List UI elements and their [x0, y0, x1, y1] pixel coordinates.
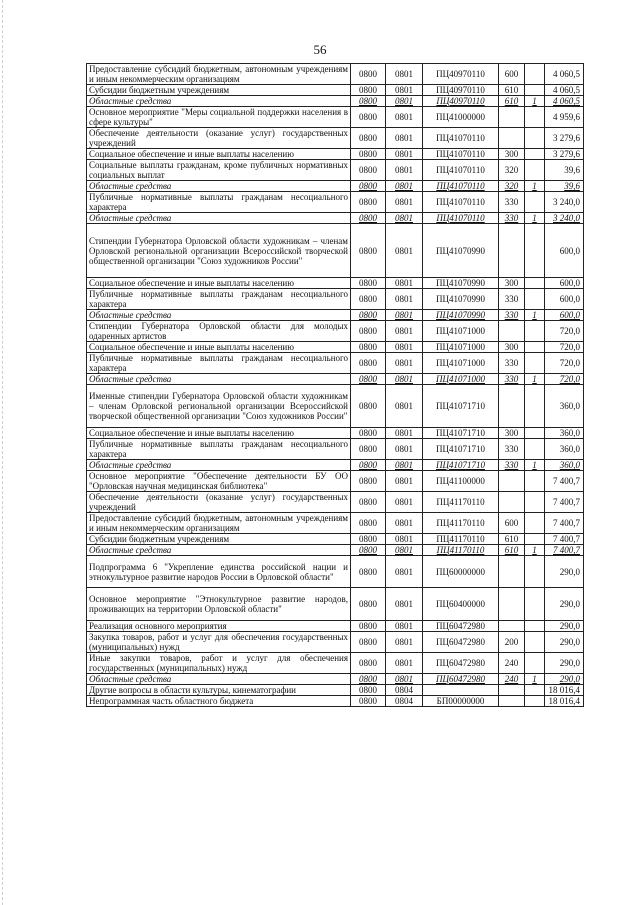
source-cell — [525, 696, 545, 707]
csr-cell: ПЦ40970110 — [423, 85, 499, 96]
csr-cell: ПЦ41071710 — [423, 428, 499, 439]
table-row — [87, 492, 584, 513]
row-name-cell: Реализация основного мероприятия — [87, 621, 351, 632]
vr-cell: 330 — [499, 460, 525, 471]
row-name-cell: Субсидии бюджетным учреждениям — [87, 534, 351, 545]
sum-cell: 7 400,7 — [545, 492, 584, 513]
sum-cell: 360,0 — [545, 428, 584, 439]
razdel-cell: 0800 — [351, 460, 386, 471]
budget-table — [86, 63, 584, 707]
vr-cell: 330 — [499, 439, 525, 460]
source-cell — [525, 64, 545, 85]
table-row — [87, 64, 584, 85]
podrazdel-cell: 0801 — [386, 439, 423, 460]
source-cell — [525, 428, 545, 439]
vr-cell — [499, 556, 525, 588]
row-name-cell: Основное мероприятие "Меры социальной поддержки населения в сфере культуры" — [87, 107, 351, 128]
table-row — [87, 107, 584, 128]
row-name-cell: Именные стипендии Губернатора Орловской области художникам – членам Орловской региональной организации Всероссийской творческой общественной организации "Союз художников России" — [87, 385, 351, 428]
razdel-cell: 0800 — [351, 621, 386, 632]
row-name-cell: Областные средства — [87, 181, 351, 192]
csr-cell: БП00000000 — [423, 696, 499, 707]
csr-cell: ПЦ60472980 — [423, 632, 499, 653]
vr-cell: 610 — [499, 545, 525, 556]
sum-cell: 290,0 — [545, 632, 584, 653]
row-name-cell: Социальные выплаты гражданам, кроме публичных нормативных социальных выплат — [87, 160, 351, 181]
table-row — [87, 674, 584, 685]
razdel-cell: 0800 — [351, 513, 386, 534]
vr-cell: 330 — [499, 374, 525, 385]
podrazdel-cell: 0801 — [386, 588, 423, 621]
csr-cell — [423, 685, 499, 696]
sum-cell: 4 060,5 — [545, 96, 584, 107]
table-row — [87, 353, 584, 374]
sum-cell: 360,0 — [545, 439, 584, 460]
csr-cell: ПЦ41071710 — [423, 385, 499, 428]
sum-cell: 18 016,4 — [545, 685, 584, 696]
sum-cell: 7 400,7 — [545, 513, 584, 534]
podrazdel-cell: 0801 — [386, 471, 423, 492]
csr-cell: ПЦ60472980 — [423, 653, 499, 674]
sum-cell: 720,0 — [545, 342, 584, 353]
source-cell — [525, 513, 545, 534]
csr-cell: ПЦ41170110 — [423, 534, 499, 545]
csr-cell: ПЦ41071710 — [423, 460, 499, 471]
csr-cell: ПЦ41070110 — [423, 192, 499, 213]
razdel-cell: 0800 — [351, 64, 386, 85]
source-cell — [525, 149, 545, 160]
table-row — [87, 149, 584, 160]
table-row — [87, 460, 584, 471]
source-cell — [525, 192, 545, 213]
row-name-cell: Областные средства — [87, 374, 351, 385]
razdel-cell: 0800 — [351, 374, 386, 385]
row-name-cell: Обеспечение деятельности (оказание услуг) государственных учреждений — [87, 128, 351, 149]
table-row — [87, 653, 584, 674]
csr-cell: ПЦ41170110 — [423, 492, 499, 513]
table-row — [87, 85, 584, 96]
source-cell — [525, 653, 545, 674]
source-cell — [525, 85, 545, 96]
csr-cell: ПЦ41071000 — [423, 374, 499, 385]
razdel-cell: 0800 — [351, 385, 386, 428]
row-name-cell: Областные средства — [87, 310, 351, 321]
razdel-cell: 0800 — [351, 588, 386, 621]
podrazdel-cell: 0801 — [386, 64, 423, 85]
razdel-cell: 0800 — [351, 556, 386, 588]
row-name-cell: Другие вопросы в области культуры, кинематографии — [87, 685, 351, 696]
sum-cell: 39,6 — [545, 181, 584, 192]
source-cell: 1 — [525, 181, 545, 192]
podrazdel-cell: 0801 — [386, 149, 423, 160]
table-row — [87, 224, 584, 278]
vr-cell: 600 — [499, 64, 525, 85]
row-name-cell: Основное мероприятие "Этнокультурное развитие народов, проживающих на территории Орловской области" — [87, 588, 351, 621]
sum-cell: 7 400,7 — [545, 545, 584, 556]
podrazdel-cell: 0801 — [386, 353, 423, 374]
table-row — [87, 213, 584, 224]
row-name-cell: Непрограммная часть областного бюджета — [87, 696, 351, 707]
table-row — [87, 696, 584, 707]
row-name-cell: Публичные нормативные выплаты гражданам несоциального характера — [87, 353, 351, 374]
source-cell — [525, 471, 545, 492]
podrazdel-cell: 0804 — [386, 685, 423, 696]
podrazdel-cell: 0801 — [386, 653, 423, 674]
csr-cell: ПЦ40970110 — [423, 64, 499, 85]
vr-cell — [499, 224, 525, 278]
podrazdel-cell: 0801 — [386, 160, 423, 181]
razdel-cell: 0800 — [351, 160, 386, 181]
sum-cell: 290,0 — [545, 556, 584, 588]
vr-cell: 610 — [499, 96, 525, 107]
sum-cell: 600,0 — [545, 278, 584, 289]
csr-cell: ПЦ41071710 — [423, 439, 499, 460]
table-row — [87, 160, 584, 181]
row-name-cell: Субсидии бюджетным учреждениям — [87, 85, 351, 96]
razdel-cell: 0800 — [351, 96, 386, 107]
podrazdel-cell: 0801 — [386, 128, 423, 149]
podrazdel-cell: 0801 — [386, 310, 423, 321]
podrazdel-cell: 0801 — [386, 213, 423, 224]
podrazdel-cell: 0801 — [386, 492, 423, 513]
vr-cell — [499, 385, 525, 428]
row-name-cell: Иные закупки товаров, работ и услуг для обеспечения государственных (муниципальных) нужд — [87, 653, 351, 674]
table-row — [87, 374, 584, 385]
sum-cell: 360,0 — [545, 460, 584, 471]
sum-cell: 600,0 — [545, 289, 584, 310]
vr-cell — [499, 321, 525, 342]
row-name-cell: Социальное обеспечение и иные выплаты населению — [87, 342, 351, 353]
razdel-cell: 0800 — [351, 278, 386, 289]
razdel-cell: 0800 — [351, 128, 386, 149]
sum-cell: 39,6 — [545, 160, 584, 181]
csr-cell: ПЦ41000000 — [423, 107, 499, 128]
csr-cell: ПЦ41070110 — [423, 128, 499, 149]
razdel-cell: 0800 — [351, 439, 386, 460]
row-name-cell: Закупка товаров, работ и услуг для обеспечения государственных (муниципальных) нужд — [87, 632, 351, 653]
table-row — [87, 428, 584, 439]
razdel-cell: 0800 — [351, 653, 386, 674]
sum-cell: 290,0 — [545, 621, 584, 632]
source-cell — [525, 321, 545, 342]
source-cell: 1 — [525, 213, 545, 224]
sum-cell: 7 400,7 — [545, 471, 584, 492]
razdel-cell: 0800 — [351, 224, 386, 278]
source-cell — [525, 534, 545, 545]
vr-cell — [499, 471, 525, 492]
table-row — [87, 513, 584, 534]
source-cell — [525, 160, 545, 181]
source-cell — [525, 107, 545, 128]
sum-cell: 7 400,7 — [545, 534, 584, 545]
podrazdel-cell: 0801 — [386, 192, 423, 213]
scan-margin-line — [2, 0, 4, 905]
table-row — [87, 439, 584, 460]
source-cell — [525, 439, 545, 460]
row-name-cell: Социальное обеспечение и иные выплаты населению — [87, 278, 351, 289]
csr-cell: ПЦ41070990 — [423, 224, 499, 278]
razdel-cell: 0800 — [351, 181, 386, 192]
vr-cell — [499, 696, 525, 707]
razdel-cell: 0800 — [351, 428, 386, 439]
vr-cell: 330 — [499, 213, 525, 224]
razdel-cell: 0800 — [351, 492, 386, 513]
podrazdel-cell: 0801 — [386, 224, 423, 278]
table-row — [87, 385, 584, 428]
table-row — [87, 342, 584, 353]
sum-cell: 4 959,6 — [545, 107, 584, 128]
razdel-cell: 0800 — [351, 342, 386, 353]
row-name-cell: Областные средства — [87, 674, 351, 685]
vr-cell: 320 — [499, 181, 525, 192]
razdel-cell: 0800 — [351, 471, 386, 492]
sum-cell: 290,0 — [545, 674, 584, 685]
vr-cell: 330 — [499, 310, 525, 321]
csr-cell: ПЦ41070110 — [423, 213, 499, 224]
page-number: 56 — [313, 42, 327, 57]
razdel-cell: 0800 — [351, 685, 386, 696]
row-name-cell: Социальное обеспечение и иные выплаты населению — [87, 428, 351, 439]
source-cell: 1 — [525, 96, 545, 107]
table-row — [87, 588, 584, 621]
podrazdel-cell: 0801 — [386, 385, 423, 428]
row-name-cell: Основное мероприятие "Обеспечение деятельности БУ ОО "Орловская научная медицинская библиотека" — [87, 471, 351, 492]
row-name-cell: Стипендии Губернатора Орловской области художникам – членам Орловской региональной организации Всероссийской творческой общественной организации "Союз художников России" — [87, 224, 351, 278]
razdel-cell: 0800 — [351, 213, 386, 224]
razdel-cell: 0800 — [351, 696, 386, 707]
podrazdel-cell: 0801 — [386, 674, 423, 685]
table-row — [87, 556, 584, 588]
row-name-cell: Областные средства — [87, 460, 351, 471]
vr-cell: 330 — [499, 192, 525, 213]
csr-cell: ПЦ41100000 — [423, 471, 499, 492]
sum-cell: 18 016,4 — [545, 696, 584, 707]
table-row — [87, 621, 584, 632]
row-name-cell: Подпрограмма 6 "Укрепление единства российской нации и этнокультурное развитие народов России в Орловской области" — [87, 556, 351, 588]
source-cell — [525, 492, 545, 513]
source-cell: 1 — [525, 310, 545, 321]
table-row — [87, 96, 584, 107]
table-row — [87, 278, 584, 289]
table-row — [87, 192, 584, 213]
razdel-cell: 0800 — [351, 321, 386, 342]
sum-cell: 3 240,0 — [545, 213, 584, 224]
row-name-cell: Предоставление субсидий бюджетным, автономным учреждениям и иным некоммерческим организациям — [87, 513, 351, 534]
razdel-cell: 0800 — [351, 534, 386, 545]
vr-cell: 300 — [499, 342, 525, 353]
razdel-cell: 0800 — [351, 107, 386, 128]
table-row — [87, 181, 584, 192]
podrazdel-cell: 0801 — [386, 96, 423, 107]
csr-cell: ПЦ41071000 — [423, 342, 499, 353]
podrazdel-cell: 0801 — [386, 321, 423, 342]
sum-cell: 290,0 — [545, 588, 584, 621]
podrazdel-cell: 0801 — [386, 513, 423, 534]
vr-cell — [499, 107, 525, 128]
podrazdel-cell: 0801 — [386, 342, 423, 353]
source-cell — [525, 224, 545, 278]
csr-cell: ПЦ41070990 — [423, 278, 499, 289]
podrazdel-cell: 0801 — [386, 621, 423, 632]
csr-cell: ПЦ60400000 — [423, 588, 499, 621]
row-name-cell: Стипендии Губернатора Орловской области для молодых одаренных артистов — [87, 321, 351, 342]
podrazdel-cell: 0801 — [386, 85, 423, 96]
vr-cell: 330 — [499, 353, 525, 374]
csr-cell: ПЦ60000000 — [423, 556, 499, 588]
table-row — [87, 321, 584, 342]
source-cell: 1 — [525, 674, 545, 685]
row-name-cell: Обеспечение деятельности (оказание услуг) государственных учреждений — [87, 492, 351, 513]
table-row — [87, 128, 584, 149]
vr-cell — [499, 621, 525, 632]
podrazdel-cell: 0801 — [386, 428, 423, 439]
csr-cell: ПЦ40970110 — [423, 96, 499, 107]
csr-cell: ПЦ60472980 — [423, 621, 499, 632]
source-cell — [525, 128, 545, 149]
razdel-cell: 0800 — [351, 674, 386, 685]
razdel-cell: 0800 — [351, 632, 386, 653]
source-cell: 1 — [525, 545, 545, 556]
row-name-cell: Публичные нормативные выплаты гражданам несоциального характера — [87, 289, 351, 310]
vr-cell: 610 — [499, 534, 525, 545]
sum-cell: 360,0 — [545, 385, 584, 428]
table-row — [87, 289, 584, 310]
row-name-cell: Областные средства — [87, 96, 351, 107]
podrazdel-cell: 0801 — [386, 107, 423, 128]
source-cell — [525, 278, 545, 289]
podrazdel-cell: 0804 — [386, 696, 423, 707]
podrazdel-cell: 0801 — [386, 556, 423, 588]
sum-cell: 600,0 — [545, 224, 584, 278]
sum-cell: 290,0 — [545, 653, 584, 674]
vr-cell: 300 — [499, 428, 525, 439]
table-row — [87, 632, 584, 653]
source-cell — [525, 556, 545, 588]
source-cell — [525, 353, 545, 374]
vr-cell: 200 — [499, 632, 525, 653]
podrazdel-cell: 0801 — [386, 460, 423, 471]
csr-cell: ПЦ41070110 — [423, 181, 499, 192]
podrazdel-cell: 0801 — [386, 278, 423, 289]
razdel-cell: 0800 — [351, 310, 386, 321]
podrazdel-cell: 0801 — [386, 632, 423, 653]
vr-cell — [499, 128, 525, 149]
razdel-cell: 0800 — [351, 85, 386, 96]
source-cell — [525, 632, 545, 653]
csr-cell: ПЦ41071000 — [423, 321, 499, 342]
csr-cell: ПЦ41070110 — [423, 160, 499, 181]
vr-cell: 300 — [499, 149, 525, 160]
podrazdel-cell: 0801 — [386, 534, 423, 545]
vr-cell — [499, 588, 525, 621]
sum-cell: 3 279,6 — [545, 149, 584, 160]
source-cell — [525, 685, 545, 696]
row-name-cell: Публичные нормативные выплаты гражданам несоциального характера — [87, 192, 351, 213]
source-cell — [525, 621, 545, 632]
source-cell — [525, 342, 545, 353]
row-name-cell: Предоставление субсидий бюджетным, автономным учреждениям и иным некоммерческим организациям — [87, 64, 351, 85]
csr-cell: ПЦ41070990 — [423, 289, 499, 310]
row-name-cell: Областные средства — [87, 545, 351, 556]
sum-cell: 4 060,5 — [545, 64, 584, 85]
csr-cell: ПЦ41071000 — [423, 353, 499, 374]
razdel-cell: 0800 — [351, 192, 386, 213]
vr-cell: 240 — [499, 674, 525, 685]
source-cell — [525, 588, 545, 621]
csr-cell: ПЦ41070110 — [423, 149, 499, 160]
vr-cell: 610 — [499, 85, 525, 96]
razdel-cell: 0800 — [351, 149, 386, 160]
row-name-cell: Областные средства — [87, 213, 351, 224]
vr-cell: 330 — [499, 289, 525, 310]
row-name-cell: Социальное обеспечение и иные выплаты населению — [87, 149, 351, 160]
podrazdel-cell: 0801 — [386, 545, 423, 556]
csr-cell: ПЦ60472980 — [423, 674, 499, 685]
sum-cell: 3 240,0 — [545, 192, 584, 213]
sum-cell: 3 279,6 — [545, 128, 584, 149]
vr-cell: 600 — [499, 513, 525, 534]
source-cell: 1 — [525, 460, 545, 471]
row-name-cell: Публичные нормативные выплаты гражданам несоциального характера — [87, 439, 351, 460]
source-cell — [525, 385, 545, 428]
podrazdel-cell: 0801 — [386, 374, 423, 385]
csr-cell: ПЦ41070990 — [423, 310, 499, 321]
sum-cell: 600,0 — [545, 310, 584, 321]
sum-cell: 720,0 — [545, 353, 584, 374]
vr-cell: 320 — [499, 160, 525, 181]
source-cell — [525, 289, 545, 310]
table-row — [87, 685, 584, 696]
table-row — [87, 471, 584, 492]
razdel-cell: 0800 — [351, 545, 386, 556]
razdel-cell: 0800 — [351, 353, 386, 374]
razdel-cell: 0800 — [351, 289, 386, 310]
vr-cell: 300 — [499, 278, 525, 289]
source-cell: 1 — [525, 374, 545, 385]
podrazdel-cell: 0801 — [386, 181, 423, 192]
vr-cell: 240 — [499, 653, 525, 674]
csr-cell: ПЦ41170110 — [423, 513, 499, 534]
table-row — [87, 534, 584, 545]
vr-cell — [499, 685, 525, 696]
sum-cell: 720,0 — [545, 321, 584, 342]
sum-cell: 720,0 — [545, 374, 584, 385]
csr-cell: ПЦ41170110 — [423, 545, 499, 556]
table-row — [87, 545, 584, 556]
table-row — [87, 310, 584, 321]
vr-cell — [499, 492, 525, 513]
podrazdel-cell: 0801 — [386, 289, 423, 310]
sum-cell: 4 060,5 — [545, 85, 584, 96]
